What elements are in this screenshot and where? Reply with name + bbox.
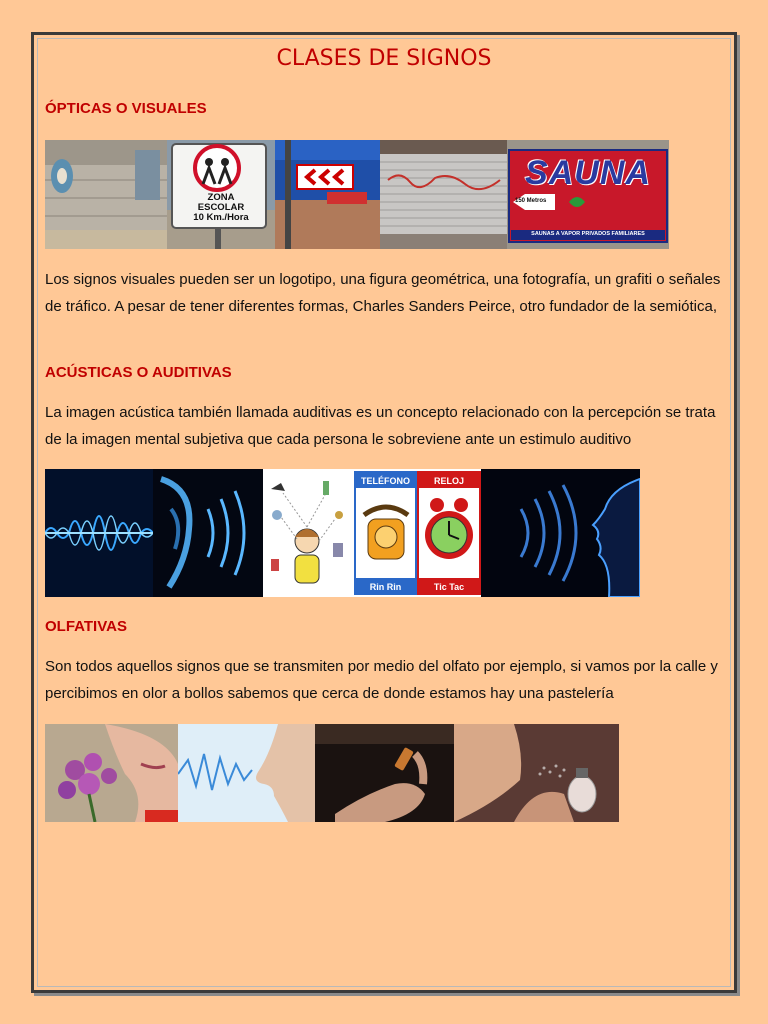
school-zone-sign-photo (167, 140, 275, 249)
nose-wave-image (178, 724, 315, 822)
school-sign-line-3: 10 Km./Hora (193, 212, 249, 223)
listening-person-illustration (263, 469, 354, 597)
telephone-label-top: TELÉFONO (361, 476, 410, 486)
sauna-sign-photo (507, 140, 669, 249)
perfume-bottle-photo (315, 724, 454, 822)
visual-images-strip (45, 140, 669, 249)
heading-olfativas: OLFATIVAS (45, 618, 127, 635)
smelling-flower-photo (45, 724, 178, 822)
street-arrow-sign-photo (275, 140, 380, 249)
telephone-card (354, 469, 417, 597)
olfactory-images-strip (45, 724, 619, 822)
heading-acusticas: ACÚSTICAS O AUDITIVAS (45, 364, 232, 381)
ear-waves-image (153, 469, 263, 597)
school-sign-line-2: ESCOLAR (197, 202, 245, 213)
acoustic-images-strip (45, 469, 640, 597)
heading-opticas: ÓPTICAS O VISUALES (45, 100, 207, 117)
opticas-paragraph: Los signos visuales pueden ser un logotipo, una figura geométrica, una fotografía, un grafiti o señales de tráfico. A pesar de tener diferentes formas, Charles Sanders Peirce, otro fundador de la semiótica, (45, 271, 721, 315)
clock-label-bottom: Tic Tac (433, 582, 465, 592)
sauna-sign-text: SAUNA (525, 154, 651, 192)
clock-label-top: RELOJ (433, 476, 464, 486)
sauna-distance: 150 Metros (515, 198, 547, 204)
graffiti-wall-photo (45, 140, 167, 249)
clock-card (417, 469, 481, 597)
olfativas-paragraph: Son todos aquellos signos que se transmiten por medio del olfato por ejemplo, si vamos por la calle y percibimos en olor a bollos sabemos que cerca de donde estamos hay una pastelería (45, 658, 718, 702)
perfume-spray-photo (454, 724, 619, 822)
page-title: CLASES DE SIGNOS (276, 46, 492, 71)
telephone-label-bottom: Rin Rin (369, 582, 402, 592)
shutter-graffiti-photo (380, 140, 507, 249)
acusticas-paragraph: La imagen acústica también llamada auditivas es un concepto relacionado con la percepción se trata de la imagen mental subjetiva que cada persona le sobreviene ante un estimulo auditivo (45, 404, 716, 448)
face-sound-waves-image (481, 469, 640, 597)
school-sign-line-1: ZONA (207, 192, 235, 203)
sound-wave-image (45, 469, 153, 597)
sauna-sub-text: SAUNAS A VAPOR PRIVADOS FAMILIARES (531, 231, 645, 237)
